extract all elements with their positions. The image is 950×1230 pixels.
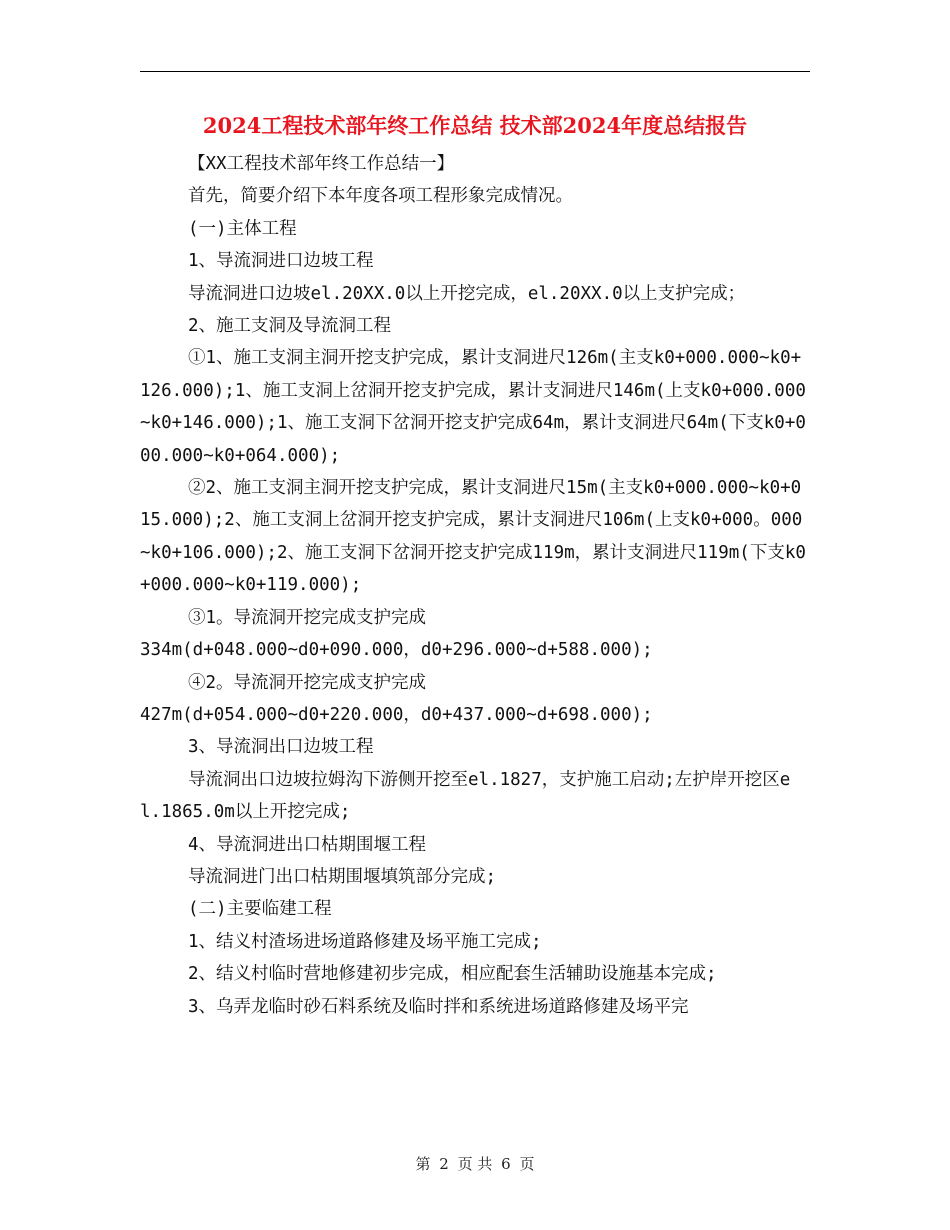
paragraph: 427m(d+054.000~d0+220.000，d0+437.000~d+698.000); — [140, 704, 653, 725]
list-item: 1、结义村渣场进场道路修建及场平施工完成; — [188, 931, 542, 952]
header-rule — [140, 71, 810, 72]
list-item: 2、施工支洞及导流洞工程 — [188, 316, 392, 337]
document-title: 2024工程技术部年终工作总结 技术部2024年度总结报告 — [202, 113, 748, 138]
footer-mid: 页 共 — [457, 1155, 493, 1173]
paragraph: 334m(d+048.000~d0+090.000，d0+296.000~d+588.000); — [140, 640, 653, 661]
footer-page-number: 2 — [439, 1155, 449, 1173]
list-item: 3、导流洞出口边坡工程 — [188, 737, 374, 758]
list-item: 1、导流洞进口边坡工程 — [188, 251, 374, 272]
paragraph: 导流洞进口边坡el.20XX.0以上开挖完成，el.20XX.0以上支护完成； — [188, 283, 746, 304]
document-body — [140, 148, 810, 1023]
section-heading: 【XX工程技术部年终工作总结一】 — [188, 154, 455, 174]
footer-prefix: 第 — [415, 1155, 431, 1173]
paragraph: 导流洞出口边坡拉姆沟下游侧开挖至el.1827，支护施工启动;左护岸开挖区el.1865.0m以上开挖完成; — [140, 769, 791, 823]
subheading: (二)主要临建工程 — [188, 899, 332, 920]
paragraph: ④2。导流洞开挖完成支护完成 — [188, 672, 427, 693]
footer-suffix: 页 — [519, 1155, 535, 1173]
paragraph: ①1、施工支洞主洞开挖支护完成，累计支洞进尺126m(主支k0+000.000~k0+126.000);1、施工支洞上岔洞开挖支护完成，累计支洞进尺146m(上支k0+000.000~k0+146.000);1、施工支洞下岔洞开挖支护完成64m，累计支洞进尺64m(下支k0+000.000~k0+064.000); — [140, 348, 806, 466]
paragraph: 首先，简要介绍下本年度各项工程形象完成情况。 — [188, 186, 573, 207]
paragraph: 导流洞进门出口枯期围堰填筑部分完成; — [188, 866, 497, 887]
list-item: 2、结义村临时营地修建初步完成，相应配套生活辅助设施基本完成; — [188, 964, 717, 985]
footer-total-pages: 6 — [501, 1155, 511, 1173]
paragraph: ③1。导流洞开挖完成支护完成 — [188, 607, 427, 628]
list-item: 4、导流洞进出口枯期围堰工程 — [188, 834, 427, 855]
list-item: 3、乌弄龙临时砂石料系统及临时拌和系统进场道路修建及场平完 — [188, 996, 689, 1017]
paragraph: ②2、施工支洞主洞开挖支护完成，累计支洞进尺15m(主支k0+000.000~k0+015.000);2、施工支洞上岔洞开挖支护完成，累计支洞进尺106m(上支k0+000。000~k0+106.000);2、施工支洞下岔洞开挖支护完成119m，累计支洞进尺119m(下支k0+000.000~k0+119.000); — [140, 478, 806, 596]
page-footer — [0, 1153, 950, 1175]
subheading: (一)主体工程 — [188, 218, 297, 239]
